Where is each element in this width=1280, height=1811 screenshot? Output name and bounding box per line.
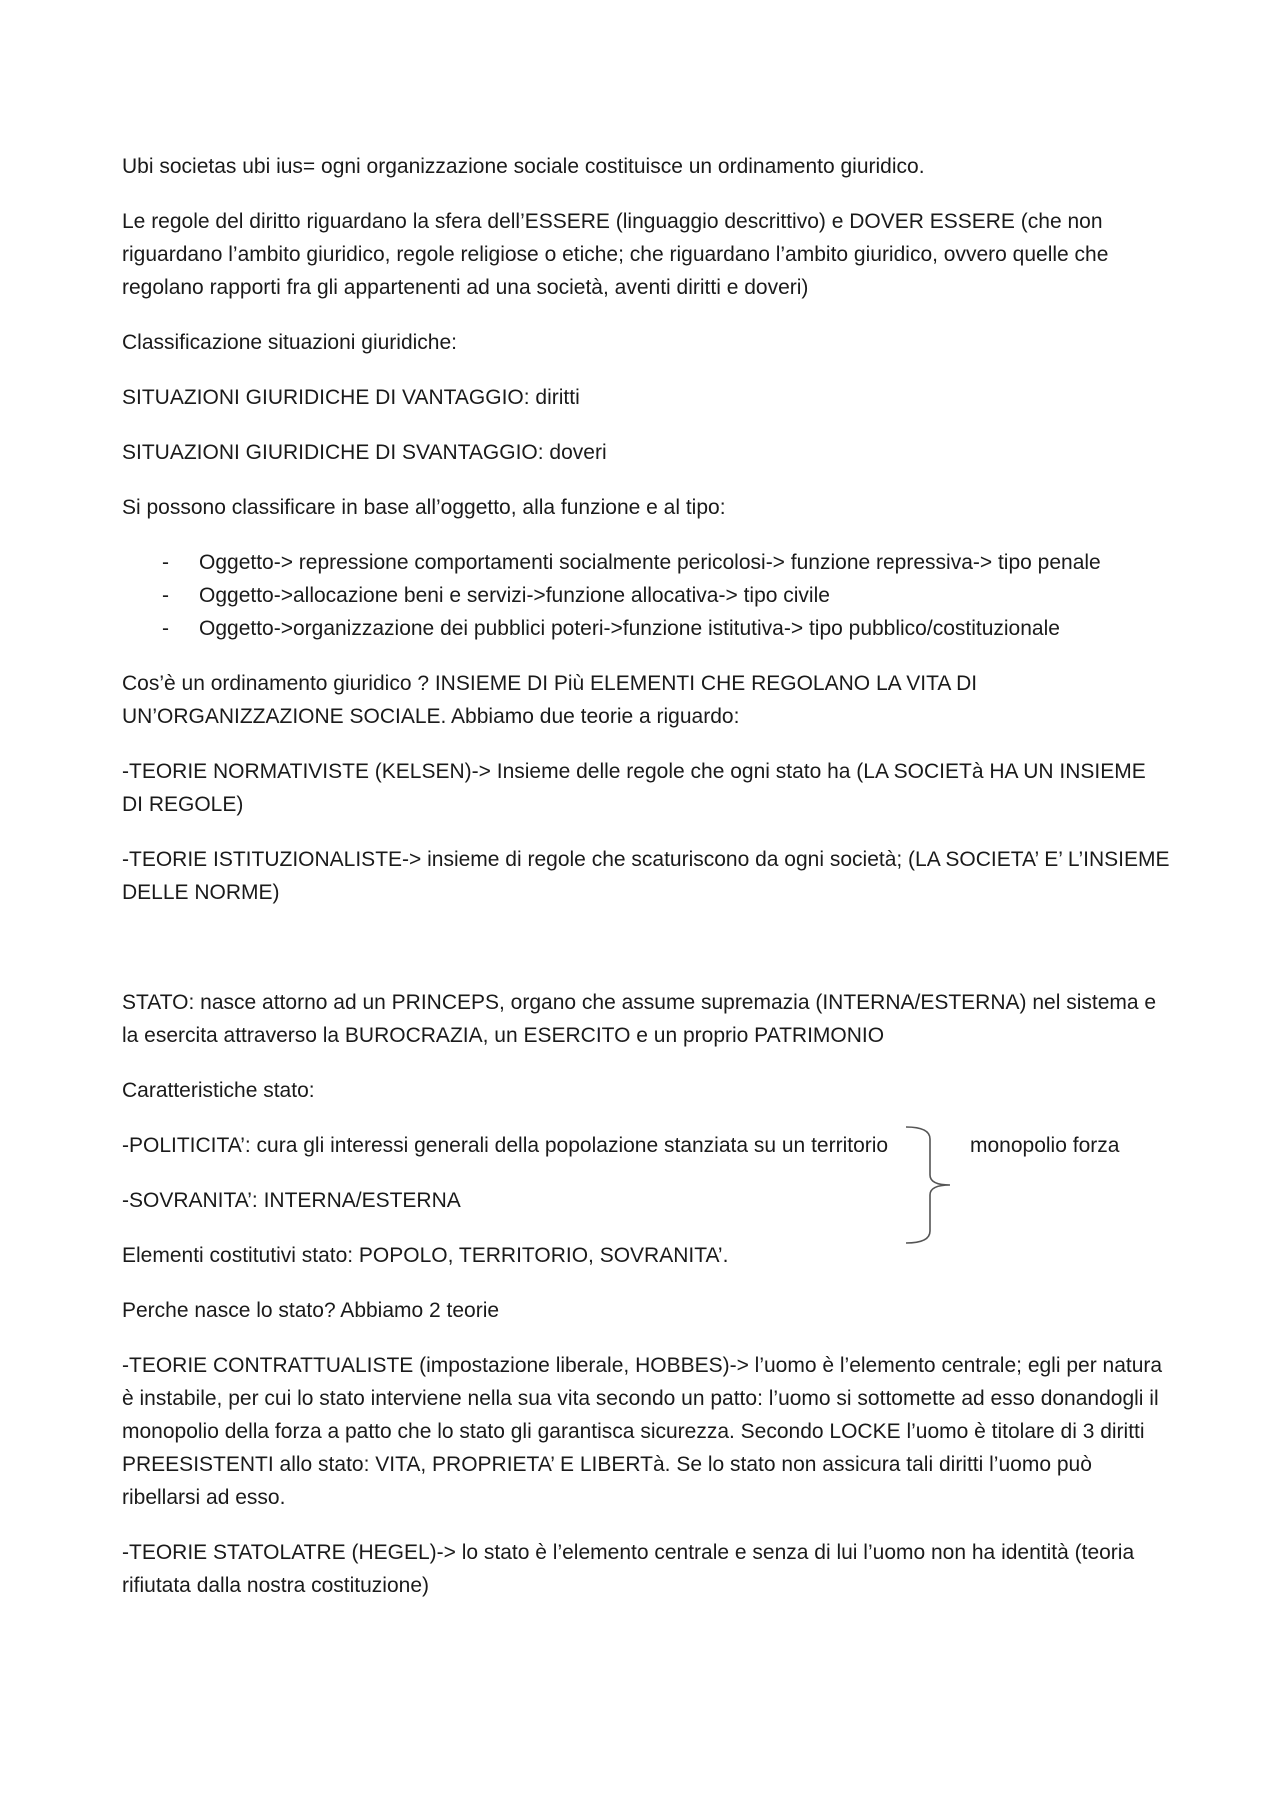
document-body: [122, 150, 1172, 1624]
right-brace-icon: [900, 1123, 970, 1247]
dash-list: [122, 546, 1172, 645]
brace-label-monopolio: monopolio forza: [970, 1134, 1120, 1157]
paragraph-caratteristiche: Caratteristiche stato:: [122, 1079, 315, 1102]
dash-bullet: -: [162, 617, 169, 640]
list-item: [122, 612, 1172, 645]
paragraph-normativiste: -TEORIE NORMATIVISTE (KELSEN)-> Insieme delle regole che ogni stato ha (LA SOCIETà HA UN INSIEME DI REGOLE): [122, 760, 1146, 816]
paragraph-contrattualiste: -TEORIE CONTRATTUALISTE (impostazione liberale, HOBBES)-> l’uomo è l’elemento centrale; egli per natura è instabile, per cui lo stato interviene nella sua vita secondo un patto: l’uomo si sottomette ad esso donandogli il monopolio della forza a patto che lo stato gli garantisca sicurezza. Secondo LOCKE l’uomo è titolare di 3 diritti PREESISTENTI allo stato: VITA, PROPRIETA’ E LIBERTà. Se lo stato non assicura tali diritti l’uomo può ribellarsi ad esso.: [122, 1354, 1163, 1509]
paragraph-ubi-societas: Ubi societas ubi ius= ogni organizzazione sociale costituisce un ordinamento giuridico.: [122, 155, 925, 178]
paragraph-stato: STATO: nasce attorno ad un PRINCEPS, organo che assume supremazia (INTERNA/ESTERNA) nel sistema e la esercita attraverso la BUROCRAZIA, un ESERCITO e un proprio PATRIMONIO: [122, 991, 1157, 1047]
paragraph-sovranita: -SOVRANITA’: INTERNA/ESTERNA: [122, 1189, 461, 1212]
paragraph-politicita: -POLITICITA’: cura gli interessi generali della popolazione stanziata su un territorio: [122, 1134, 889, 1157]
blank-line: [122, 931, 1172, 986]
list-item-text: Oggetto-> repressione comportamenti socialmente pericolosi-> funzione repressiva-> tipo penale: [199, 551, 1101, 574]
list-item-text: Oggetto->allocazione beni e servizi->funzione allocativa-> tipo civile: [199, 584, 830, 607]
dash-bullet: -: [162, 584, 169, 607]
brace-group: [122, 1129, 1172, 1217]
paragraph-elementi: Elementi costitutivi stato: POPOLO, TERRITORIO, SOVRANITA’.: [122, 1244, 729, 1267]
paragraph-statolatre: -TEORIE STATOLATRE (HEGEL)-> lo stato è l’elemento centrale e senza di lui l’uomo non ha identità (teoria rifiutata dalla nostra costituzione): [122, 1541, 1135, 1597]
paragraph-istituzionaliste: -TEORIE ISTITUZIONALISTE-> insieme di regole che scaturiscono da ogni società; (LA SOCIETA’ E’ L’INSIEME DELLE NORME): [122, 848, 1170, 904]
paragraph-ordinamento: Cos’è un ordinamento giuridico ? INSIEME DI Più ELEMENTI CHE REGOLANO LA VITA DI UN’ORGANIZZAZIONE SOCIALE. Abbiamo due teorie a riguardo:: [122, 672, 978, 728]
list-item: [122, 579, 1172, 612]
list-item: [122, 546, 1172, 579]
paragraph-classificare: Si possono classificare in base all’oggetto, alla funzione e al tipo:: [122, 496, 726, 519]
paragraph-classificazione: Classificazione situazioni giuridiche:: [122, 331, 457, 354]
paragraph-perche-stato: Perche nasce lo stato? Abbiamo 2 teorie: [122, 1299, 500, 1322]
paragraph-regole-diritto: Le regole del diritto riguardano la sfera dell’ESSERE (linguaggio descrittivo) e DOVER ESSERE (che non riguardano l’ambito giuridico, regole religiose o etiche; che riguardano l’ambito giuridico, ovvero quelle che regolano rapporti fra gli appartenenti ad una società, aventi diritti e doveri): [122, 210, 1109, 299]
paragraph-svantaggio: SITUAZIONI GIURIDICHE DI SVANTAGGIO: doveri: [122, 441, 607, 464]
dash-bullet: -: [162, 551, 169, 574]
list-item-text: Oggetto->organizzazione dei pubblici poteri->funzione istitutiva-> tipo pubblico/costituzionale: [199, 617, 1060, 640]
paragraph-vantaggio: SITUAZIONI GIURIDICHE DI VANTAGGIO: diritti: [122, 386, 580, 409]
